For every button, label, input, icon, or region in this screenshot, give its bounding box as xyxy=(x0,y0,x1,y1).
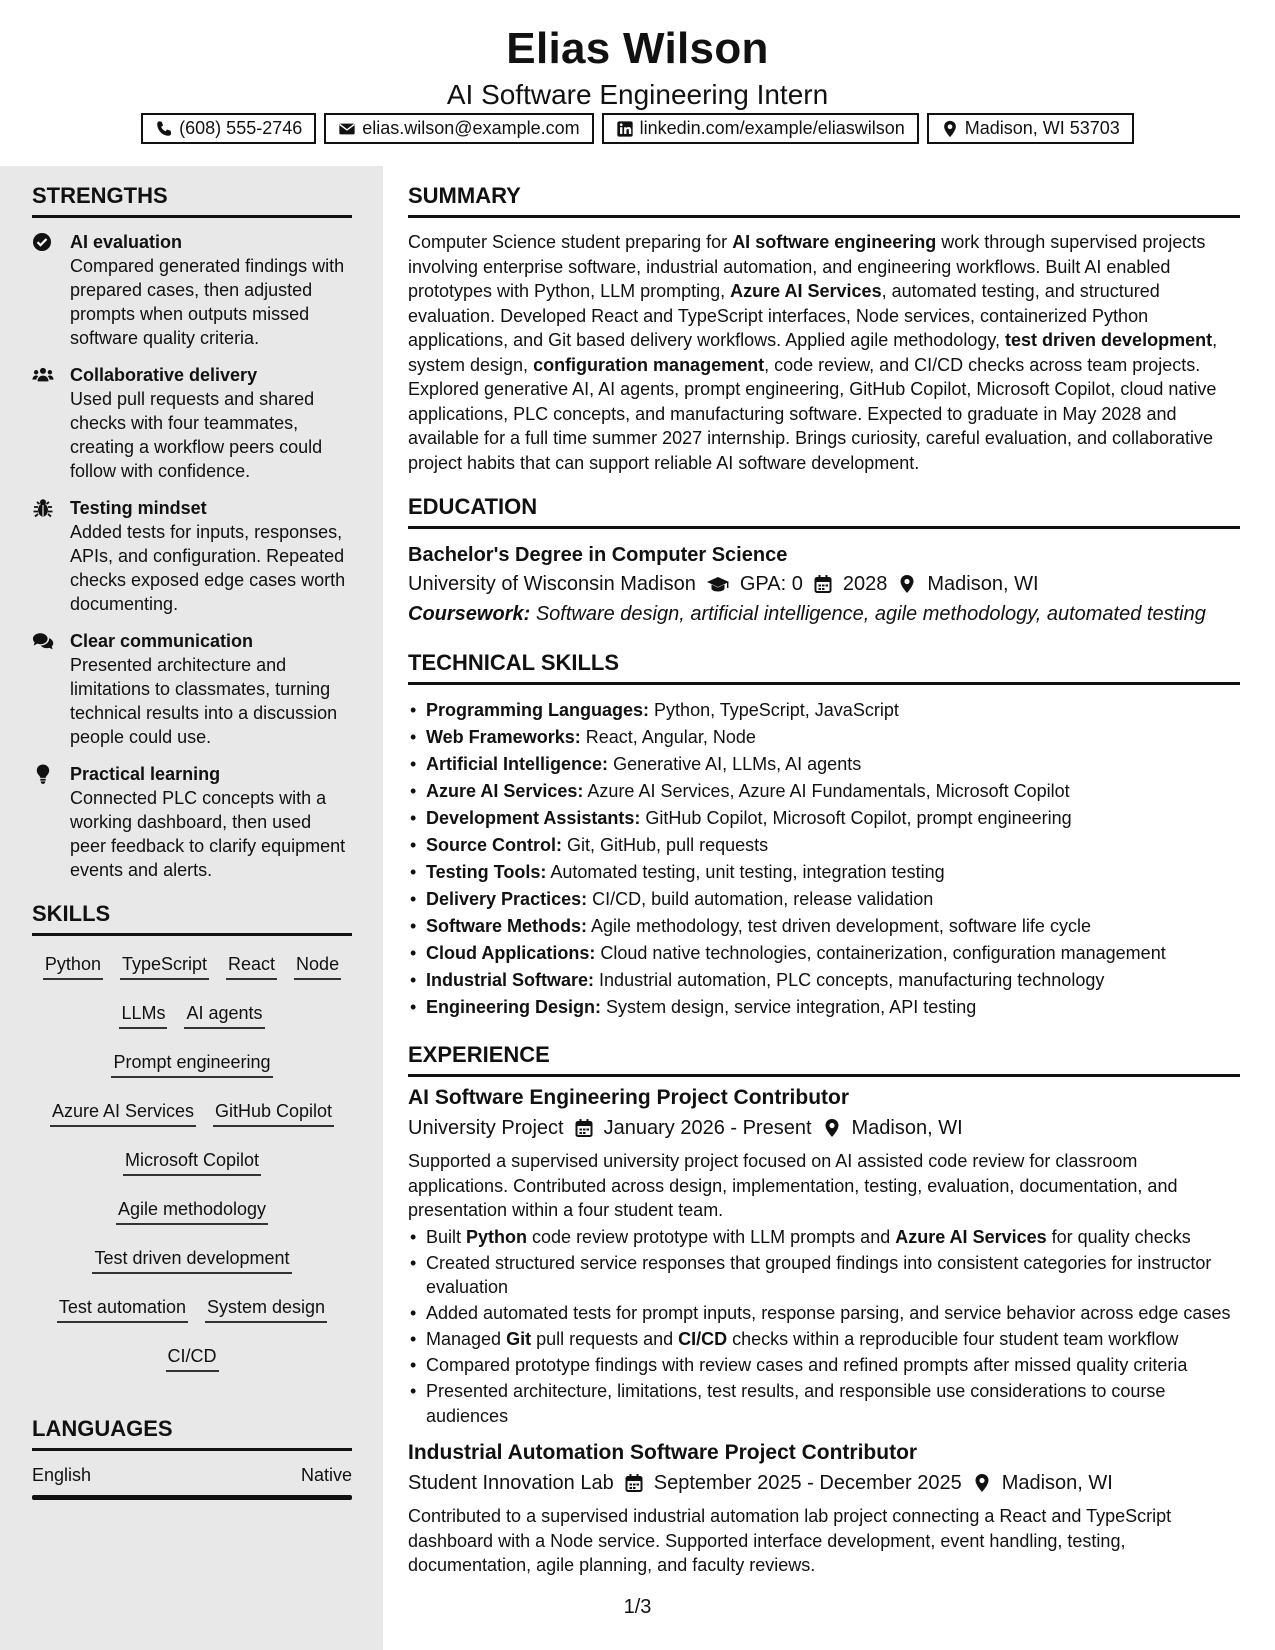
language-row xyxy=(32,1457,352,1495)
summary-emphasis: configuration management xyxy=(533,354,765,375)
calendar-icon xyxy=(574,1118,594,1138)
summary-text: work through supervised projects involving enterprise software, industrial automation, and engineering workflows. Built AI enabled prototypes with Python, LLM prompting, xyxy=(408,232,1206,301)
summary-emphasis: Azure AI Services xyxy=(730,281,882,301)
skill-category: Web Frameworks: xyxy=(426,727,581,747)
candidate-name: Elias Wilson xyxy=(506,24,769,73)
graduation-cap-icon xyxy=(706,574,730,594)
skill-values: Agile methodology, test driven development, software life cycle xyxy=(591,916,1091,936)
list-item xyxy=(408,832,1240,859)
bullet-text: Presented architecture, limitations, test results, and responsible use considerations to course audiences xyxy=(426,1381,1166,1426)
map-pin-icon xyxy=(897,574,917,594)
skills-heading: SKILLS xyxy=(32,900,352,936)
list-item xyxy=(408,994,1240,1021)
job-description: Contributed to a supervised industrial automation lab project connecting a React and TypeScript dashboard with a Node service. Supported interface development, event handling, testing, documentation, agile planning, and faculty reviews. xyxy=(408,1506,1172,1575)
skill-category: Engineering Design: xyxy=(426,997,602,1017)
map-pin-icon xyxy=(822,1118,842,1138)
school-location: Madison, WI xyxy=(927,573,1039,595)
sidebar xyxy=(32,182,352,1500)
skill-category: Cloud Applications: xyxy=(426,943,596,963)
phone-chip[interactable] xyxy=(141,113,316,144)
bullet-text: for quality checks xyxy=(1046,1226,1191,1247)
summary-paragraph xyxy=(408,230,1240,475)
map-pin-icon xyxy=(972,1473,992,1493)
list-item xyxy=(408,1251,1240,1300)
skill-values: Git, GitHub, pull requests xyxy=(567,835,769,855)
skill-values: React, Angular, Node xyxy=(585,727,756,747)
strength-item xyxy=(32,629,352,749)
job-description: Supported a supervised university project focused on AI assisted code review for classroom applications. Contributed across design, implementation, testing, evaluation, documentation, and presentation within a four student team. xyxy=(408,1151,1178,1220)
summary-text: Computer Science student preparing for xyxy=(408,232,733,252)
job-dates: September 2025 - December 2025 xyxy=(653,1472,962,1494)
skill-category: Industrial Software: xyxy=(426,970,595,990)
experience-heading: EXPERIENCE xyxy=(408,1041,1240,1077)
calendar-icon xyxy=(813,574,833,594)
skill-values: GitHub Copilot, Microsoft Copilot, prompt engineering xyxy=(645,808,1072,828)
skill-tag: AI agents xyxy=(184,997,264,1029)
skill-values: Cloud native technologies, containerization, configuration management xyxy=(600,943,1166,963)
email-text: elias.wilson@example.com xyxy=(362,118,580,138)
experience-entry xyxy=(408,1083,1240,1428)
summary-text: , automated testing, and structured evaluation. Developed React and TypeScript interfaces, Node services, containerized Python applications, and Git based delivery workflows. Applied agile methodology, xyxy=(408,281,1160,350)
list-item xyxy=(408,967,1240,994)
language-level: Native xyxy=(300,1465,352,1485)
job-organization: Student Innovation Lab xyxy=(408,1472,614,1494)
strength-text: Used pull requests and shared checks with four teammates, creating a workflow peers could follow with confidence. xyxy=(70,389,323,481)
strength-text: Connected PLC concepts with a working dashboard, then used peer feedback to clarify equipment events and alerts. xyxy=(70,788,346,880)
bullet-emphasis: Azure AI Services xyxy=(895,1226,1047,1247)
skill-category: Artificial Intelligence: xyxy=(426,754,609,774)
strength-item xyxy=(32,230,352,350)
strengths-heading: STRENGTHS xyxy=(32,182,352,218)
list-item xyxy=(408,697,1240,724)
bullet-text: Compared prototype findings with review cases and refined prompts after missed quality criteria xyxy=(426,1355,1188,1375)
strength-item xyxy=(32,762,352,882)
list-item xyxy=(408,886,1240,913)
coursework-label: Coursework: xyxy=(408,603,531,625)
list-item xyxy=(408,778,1240,805)
phone-text: (608) 555-2746 xyxy=(179,118,303,138)
skill-tag: Node xyxy=(294,948,341,980)
strength-text: Presented architecture and limitations to classmates, turning technical results into a discussion people could use. xyxy=(70,655,338,747)
strength-title: AI evaluation xyxy=(70,232,183,252)
skill-tag: System design xyxy=(205,1291,327,1323)
skill-values: Python, TypeScript, JavaScript xyxy=(654,700,899,720)
bullet-text: Managed xyxy=(426,1329,507,1349)
skill-tag: Test driven development xyxy=(92,1242,291,1274)
resume-header xyxy=(0,18,1275,110)
check-circle-icon xyxy=(32,232,54,252)
skill-category: Programming Languages: xyxy=(426,700,650,720)
list-item xyxy=(408,940,1240,967)
skill-tag: Azure AI Services xyxy=(50,1095,196,1127)
list-item xyxy=(408,859,1240,886)
skill-category: Delivery Practices: xyxy=(426,889,588,909)
technical-skills-heading: TECHNICAL SKILLS xyxy=(408,649,1240,685)
list-item xyxy=(408,1353,1240,1378)
list-item xyxy=(408,751,1240,778)
skill-tag: Agile methodology xyxy=(116,1193,268,1225)
list-item xyxy=(408,1327,1240,1352)
skill-tag: React xyxy=(226,948,277,980)
strength-item xyxy=(32,363,352,483)
summary-text: , code review, and CI/CD checks across team projects. Explored generative AI, AI agents, prompt engineering, GitHub Copilot, Microsoft Copilot, cloud native applications, PLC concepts, and manufacturing software. Expected to graduate in May 2028 and available for a full time summer 2027 internship. Brings curiosity, careful evaluation, and collaborative project habits that can support reliable AI software development. xyxy=(408,354,1217,473)
calendar-icon xyxy=(624,1473,644,1493)
lightbulb-icon xyxy=(32,764,54,784)
list-item xyxy=(408,1225,1240,1250)
experience-entry xyxy=(408,1438,1240,1578)
job-meta xyxy=(408,1468,1240,1498)
list-item xyxy=(408,1379,1240,1428)
job-meta xyxy=(408,1113,1240,1143)
graduation-year: 2028 xyxy=(842,573,888,595)
envelope-icon xyxy=(338,120,356,138)
summary-emphasis: AI software engineering xyxy=(732,232,937,252)
job-title: Industrial Automation Software Project Contributor xyxy=(408,1441,918,1464)
candidate-title: AI Software Engineering Intern xyxy=(446,79,829,110)
language-name: English xyxy=(32,1465,92,1485)
linkedin-chip[interactable] xyxy=(602,113,919,144)
school-name: University of Wisconsin Madison xyxy=(408,573,696,595)
skill-category: Source Control: xyxy=(426,835,563,855)
degree-title: Bachelor's Degree in Computer Science xyxy=(408,544,788,566)
job-location: Madison, WI xyxy=(851,1117,963,1139)
bullet-text: Added automated tests for prompt inputs, response parsing, and service behavior across edge cases xyxy=(426,1303,1231,1323)
skills-tag-list xyxy=(32,948,352,1389)
strength-title: Collaborative delivery xyxy=(70,365,258,385)
list-item xyxy=(408,805,1240,832)
list-item xyxy=(408,724,1240,751)
job-organization: University Project xyxy=(408,1117,564,1139)
coursework-text: Software design, artificial intelligence, agile methodology, automated testing xyxy=(535,603,1206,625)
skill-values: CI/CD, build automation, release validation xyxy=(592,889,934,909)
email-chip[interactable] xyxy=(324,113,593,144)
linkedin-text: linkedin.com/example/eliaswilson xyxy=(639,118,905,138)
strength-text: Compared generated findings with prepared cases, then adjusted prompts when outputs missed software quality criteria. xyxy=(70,256,345,348)
skill-values: Automated testing, unit testing, integration testing xyxy=(550,862,945,882)
skill-values: Generative AI, LLMs, AI agents xyxy=(613,754,862,774)
bullet-text: Created structured service responses that grouped findings into consistent categories for instructor evaluation xyxy=(426,1252,1212,1297)
skill-tag: GitHub Copilot xyxy=(213,1095,334,1127)
skill-values: Azure AI Services, Azure AI Fundamentals, Microsoft Copilot xyxy=(587,781,1070,801)
skill-tag: Test automation xyxy=(57,1291,188,1323)
skill-category: Software Methods: xyxy=(426,916,588,936)
job-location: Madison, WI xyxy=(1001,1472,1113,1494)
strength-title: Clear communication xyxy=(70,631,254,651)
users-icon xyxy=(32,365,54,385)
bullet-text: code review prototype with LLM prompts and xyxy=(527,1226,896,1247)
main-content xyxy=(408,182,1240,1578)
bullet-text: checks within a reproducible four student team workflow xyxy=(727,1329,1179,1349)
summary-emphasis: test driven development xyxy=(1005,330,1213,350)
summary-text: , system design, xyxy=(408,330,1218,375)
skill-values: System design, service integration, API testing xyxy=(606,997,977,1017)
skill-category: Development Assistants: xyxy=(426,808,641,828)
page-number: 1/3 xyxy=(623,1596,652,1618)
skill-tag: CI/CD xyxy=(166,1340,219,1372)
bullet-text: Built xyxy=(426,1226,467,1247)
strength-text: Added tests for inputs, responses, APIs, and configuration. Repeated checks exposed edge cases worth documenting. xyxy=(70,522,346,614)
bullet-emphasis: Python xyxy=(466,1226,528,1247)
strength-item xyxy=(32,496,352,616)
linkedin-icon xyxy=(616,120,634,138)
education-meta xyxy=(408,569,1240,599)
skill-category: Azure AI Services: xyxy=(426,781,584,801)
bug-icon xyxy=(32,498,54,518)
coursework-line xyxy=(408,599,1240,629)
job-dates: January 2026 - Present xyxy=(603,1117,812,1139)
language-proficiency-bar xyxy=(32,1495,352,1500)
list-item xyxy=(408,1301,1240,1326)
skill-category: Testing Tools: xyxy=(426,862,547,882)
location-chip[interactable] xyxy=(927,113,1134,144)
comments-icon xyxy=(32,631,54,651)
strength-title: Testing mindset xyxy=(70,498,207,518)
skill-tag: Microsoft Copilot xyxy=(123,1144,261,1176)
skill-values: Industrial automation, PLC concepts, manufacturing technology xyxy=(599,970,1105,990)
technical-skills-list xyxy=(408,697,1240,1021)
job-title: AI Software Engineering Project Contributor xyxy=(408,1086,850,1109)
contact-bar xyxy=(0,113,1275,144)
gpa-text: GPA: 0 xyxy=(739,573,803,595)
location-text: Madison, WI 53703 xyxy=(964,118,1120,138)
skill-tag: TypeScript xyxy=(120,948,209,980)
list-item xyxy=(408,913,1240,940)
job-bullets xyxy=(408,1225,1240,1429)
summary-heading: SUMMARY xyxy=(408,182,1240,218)
map-pin-icon xyxy=(941,120,959,138)
skill-tag: LLMs xyxy=(119,997,167,1029)
languages-heading: LANGUAGES xyxy=(32,1415,352,1451)
bullet-text: pull requests and xyxy=(531,1329,679,1349)
phone-icon xyxy=(155,120,173,138)
skill-tag: Prompt engineering xyxy=(111,1046,272,1078)
education-heading: EDUCATION xyxy=(408,493,1240,529)
bullet-emphasis: CI/CD xyxy=(678,1329,728,1349)
skill-tag: Python xyxy=(43,948,103,980)
bullet-emphasis: Git xyxy=(506,1329,532,1349)
strength-title: Practical learning xyxy=(70,764,221,784)
